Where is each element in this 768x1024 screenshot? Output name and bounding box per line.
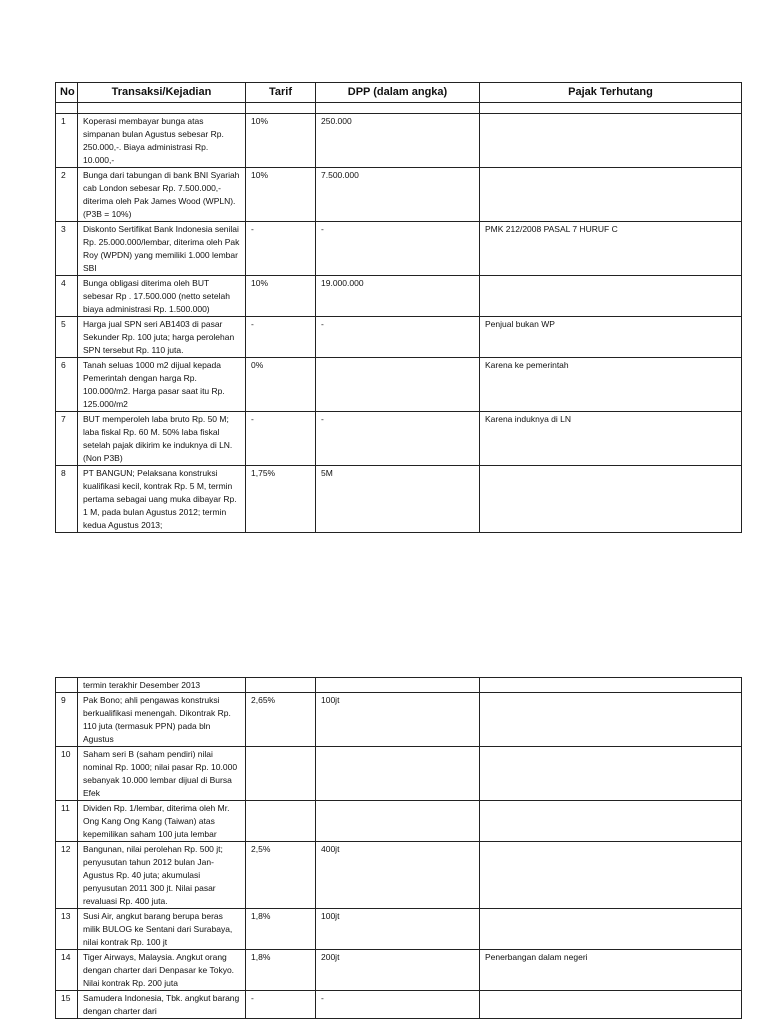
- cell-transaksi: Dividen Rp. 1/lembar, diterima oleh Mr. Ong Kang Ong Kang (Taiwan) atas kepemilikan saham 100 juta lembar: [78, 801, 246, 842]
- table-cell: [316, 103, 480, 114]
- cell-transaksi: Susi Air, angkut barang berupa beras milik BULOG ke Sentani dari Surabaya, nilai kontrak Rp. 100 jt: [78, 909, 246, 950]
- table-cell: [246, 678, 316, 693]
- table-cell: [246, 103, 316, 114]
- cell-dpp: [316, 747, 480, 801]
- continuation-row: [56, 678, 742, 693]
- cell-transaksi: Bunga dari tabungan di bank BNI Syariah cab London sebesar Rp. 7.500.000,- diterima oleh Pak James Wood (WPLN). (P3B = 10%): [78, 168, 246, 222]
- cell-pajak: Penerbangan dalam negeri: [480, 950, 742, 991]
- table-row: [56, 909, 742, 950]
- cell-no: 5: [56, 317, 78, 358]
- table-row: [56, 114, 742, 168]
- header-transaksi: Transaksi/Kejadian: [78, 83, 246, 103]
- cell-no: 1: [56, 114, 78, 168]
- cell-transaksi: Tiger Airways, Malaysia. Angkut orang dengan charter dari Denpasar ke Tokyo. Nilai kontrak Rp. 200 juta: [78, 950, 246, 991]
- cell-transaksi: Samudera Indonesia, Tbk. angkut barang dengan charter dari: [78, 991, 246, 1019]
- cell-transaksi: Bangunan, nilai perolehan Rp. 500 jt; penyusutan tahun 2012 bulan Jan-Agustus Rp. 40 juta; akumulasi penyusutan 2011 300 jt. Nilai pasar revaluasi Rp. 400 juta.: [78, 842, 246, 909]
- cell-dpp: [316, 358, 480, 412]
- table-row: [56, 317, 742, 358]
- cell-pajak: Karena ke pemerintah: [480, 358, 742, 412]
- cell-tarif: 10%: [246, 168, 316, 222]
- header-tarif: Tarif: [246, 83, 316, 103]
- cell-no: 13: [56, 909, 78, 950]
- table-row: [56, 950, 742, 991]
- cell-tarif: 1,8%: [246, 909, 316, 950]
- cell-dpp: -: [316, 991, 480, 1019]
- spacer-row: [56, 103, 742, 114]
- table-row: [56, 358, 742, 412]
- table-body-2: [56, 678, 742, 1019]
- table-row: [56, 168, 742, 222]
- cell-tarif: -: [246, 412, 316, 466]
- table-cell: [56, 103, 78, 114]
- table-cell: [480, 103, 742, 114]
- cell-pajak: [480, 842, 742, 909]
- cell-transaksi: Bunga obligasi diterima oleh BUT sebesar Rp . 17.500.000 (netto setelah biaya administrasi Rp. 1.500.000): [78, 276, 246, 317]
- cell-pajak: [480, 466, 742, 533]
- cell-tarif: 2,5%: [246, 842, 316, 909]
- cell-transaksi: Saham seri B (saham pendiri) nilai nominal Rp. 1000; nilai pasar Rp. 10.000 sebanyak 10.000 lembar dijual di Bursa Efek: [78, 747, 246, 801]
- cell-tarif: [246, 747, 316, 801]
- cell-dpp: -: [316, 317, 480, 358]
- cell-transaksi: BUT memperoleh laba bruto Rp. 50 M; laba fiskal Rp. 60 M. 50% laba fiskal setelah pajak dikirim ke induknya di LN. (Non P3B): [78, 412, 246, 466]
- table-cell: [78, 103, 246, 114]
- table-cell: [480, 678, 742, 693]
- cell-tarif: -: [246, 991, 316, 1019]
- cell-no: 12: [56, 842, 78, 909]
- header-dpp: DPP (dalam angka): [316, 83, 480, 103]
- table-row: [56, 276, 742, 317]
- table-body-1: [56, 103, 742, 533]
- cell-pajak: [480, 168, 742, 222]
- cell-no: 15: [56, 991, 78, 1019]
- table-row: [56, 747, 742, 801]
- cell-tarif: 2,65%: [246, 693, 316, 747]
- cell-tarif: 1,75%: [246, 466, 316, 533]
- cell-tarif: 0%: [246, 358, 316, 412]
- cell-no: 9: [56, 693, 78, 747]
- cell-transaksi: PT BANGUN; Pelaksana konstruksi kualifikasi kecil, kontrak Rp. 5 M, termin pertama sebagai uang muka dibayar Rp. 1 M, pada bulan Agustus 2012; termin kedua Agustus 2013;: [78, 466, 246, 533]
- cell-tarif: 10%: [246, 114, 316, 168]
- cell-tarif: 1,8%: [246, 950, 316, 991]
- table-row: [56, 842, 742, 909]
- cell-pajak: Penjual bukan WP: [480, 317, 742, 358]
- tax-table-part-2: [55, 677, 742, 1019]
- cell-dpp: 19.000.000: [316, 276, 480, 317]
- cell-dpp: [316, 801, 480, 842]
- cell-tarif: 10%: [246, 276, 316, 317]
- cell-dpp: 100jt: [316, 909, 480, 950]
- cell-pajak: [480, 693, 742, 747]
- cell-no: 4: [56, 276, 78, 317]
- cell-dpp: -: [316, 222, 480, 276]
- cell-pajak: PMK 212/2008 PASAL 7 HURUF C: [480, 222, 742, 276]
- cell-dpp: 250.000: [316, 114, 480, 168]
- cell-dpp: 200jt: [316, 950, 480, 991]
- table-row: [56, 991, 742, 1019]
- cell-no: 14: [56, 950, 78, 991]
- header-no: No: [56, 83, 78, 103]
- table-cell: [56, 678, 78, 693]
- cell-pajak: [480, 276, 742, 317]
- table-cell: [316, 678, 480, 693]
- table-row: [56, 693, 742, 747]
- header-pajak: Pajak Terhutang: [480, 83, 742, 103]
- cell-dpp: 5M: [316, 466, 480, 533]
- cell-pajak: Karena induknya di LN: [480, 412, 742, 466]
- cell-no: 6: [56, 358, 78, 412]
- cell-transaksi: Tanah seluas 1000 m2 dijual kepada Pemerintah dengan harga Rp. 100.000/m2. Harga pasar saat itu Rp. 125.000/m2: [78, 358, 246, 412]
- cell-dpp: 400jt: [316, 842, 480, 909]
- cell-pajak: [480, 909, 742, 950]
- cell-tarif: -: [246, 222, 316, 276]
- cell-transaksi: Koperasi membayar bunga atas simpanan bulan Agustus sebesar Rp. 250.000,-. Biaya administrasi Rp. 10.000,-: [78, 114, 246, 168]
- cell-transaksi: Diskonto Sertifikat Bank Indonesia senilai Rp. 25.000.000/lembar, diterima oleh Pak Roy (WPDN) yang memiliki 1.000 lembar SBI: [78, 222, 246, 276]
- cell-tarif: [246, 801, 316, 842]
- cell-dpp: 100jt: [316, 693, 480, 747]
- cell-no: 10: [56, 747, 78, 801]
- cell-no: 11: [56, 801, 78, 842]
- header-row: [56, 83, 742, 103]
- table-row: [56, 222, 742, 276]
- cell-pajak: [480, 801, 742, 842]
- continuation-text: termin terakhir Desember 2013: [78, 678, 246, 693]
- cell-no: 7: [56, 412, 78, 466]
- cell-pajak: [480, 114, 742, 168]
- cell-no: 2: [56, 168, 78, 222]
- table-row: [56, 801, 742, 842]
- cell-tarif: -: [246, 317, 316, 358]
- table-row: [56, 412, 742, 466]
- cell-dpp: 7.500.000: [316, 168, 480, 222]
- tax-table-part-1: [55, 82, 742, 533]
- cell-no: 8: [56, 466, 78, 533]
- cell-pajak: [480, 991, 742, 1019]
- cell-transaksi: Harga jual SPN seri AB1403 di pasar Sekunder Rp. 100 juta; harga perolehan SPN tersebut Rp. 110 juta.: [78, 317, 246, 358]
- cell-transaksi: Pak Bono; ahli pengawas konstruksi berkualifikasi menengah. Dikontrak Rp. 110 juta (termasuk PPN) pada bln Agustus: [78, 693, 246, 747]
- table-row: [56, 466, 742, 533]
- cell-no: 3: [56, 222, 78, 276]
- cell-pajak: [480, 747, 742, 801]
- cell-dpp: -: [316, 412, 480, 466]
